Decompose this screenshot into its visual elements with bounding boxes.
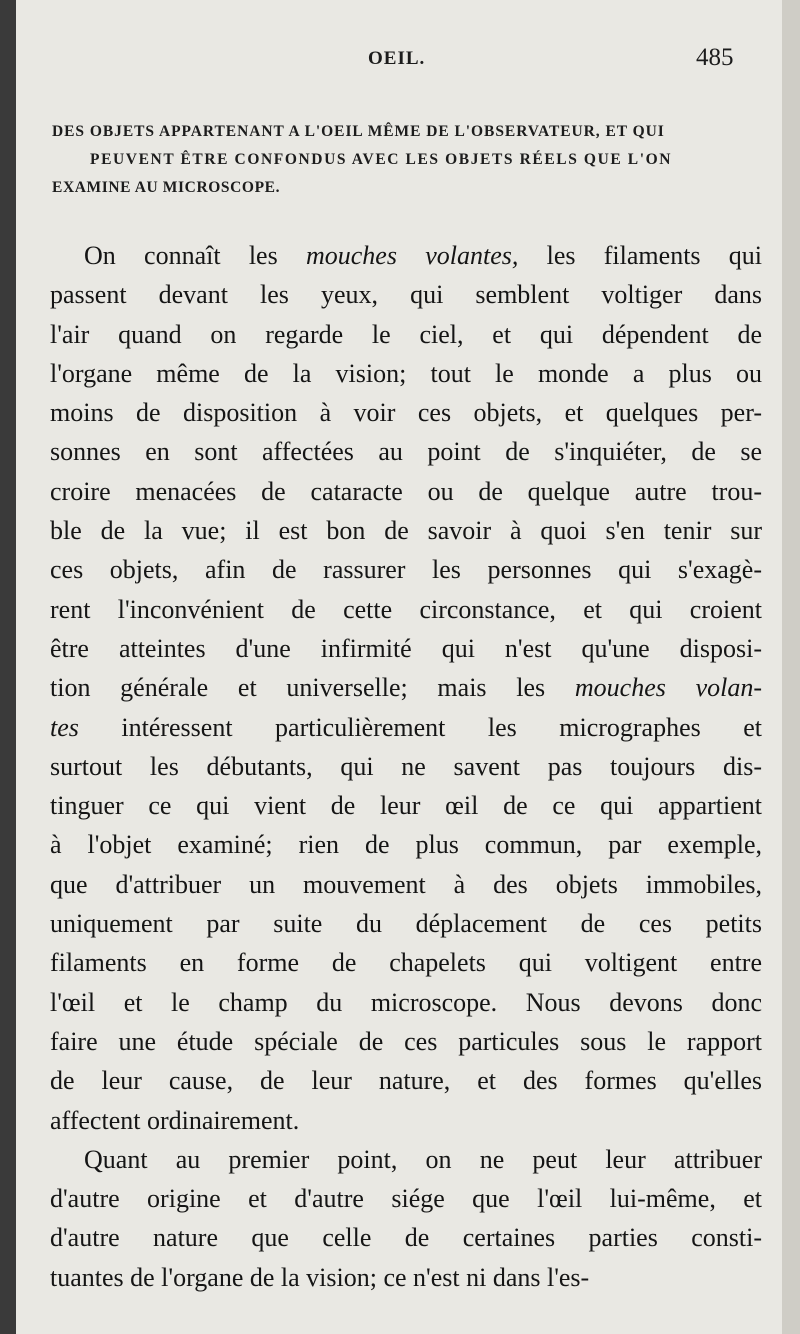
text-run: les filaments qui bbox=[518, 241, 763, 270]
text-line: ces objets, afin de rassurer les personnes qui s'exagè- bbox=[50, 555, 762, 585]
text-line bbox=[50, 236, 762, 275]
running-head bbox=[16, 44, 782, 78]
text-line: filaments en forme de chapelets qui voltigent entre bbox=[50, 948, 762, 978]
text-line: à l'objet examiné; rien de plus commun, par exemple, bbox=[50, 830, 762, 860]
text-line bbox=[50, 708, 762, 747]
text-line: l'organe même de la vision; tout le monde a plus ou bbox=[50, 358, 762, 388]
text-line: rent l'inconvénient de cette circonstance, et qui croient bbox=[50, 594, 762, 624]
text-line: être atteintes d'une infirmité qui n'est qu'une disposi- bbox=[50, 633, 762, 663]
text-line: sonnes en sont affectées au point de s'inquiéter, de se bbox=[50, 437, 762, 467]
italic-text-run: mouches volan- bbox=[574, 673, 762, 703]
text-line: uniquement par suite du déplacement de ces petits bbox=[50, 909, 762, 939]
text-line: de leur cause, de leur nature, et des formes qu'elles bbox=[50, 1066, 762, 1096]
text-line: croire menacées de cataracte ou de quelque autre trou- bbox=[50, 476, 762, 506]
running-head-title: OEIL. bbox=[368, 48, 426, 69]
section-heading-line: EXAMINE AU MICROSCOPE. bbox=[52, 179, 281, 196]
text-line: ble de la vue; il est bon de savoir à quoi s'en tenir sur bbox=[50, 516, 762, 546]
text-line: que d'attribuer un mouvement à des objets immobiles, bbox=[50, 869, 762, 899]
italic-text-run: tes bbox=[50, 712, 79, 742]
text-line: d'autre origine et d'autre siége que l'œil lui-même, et bbox=[50, 1184, 762, 1214]
text-line: passent devant les yeux, qui semblent voltiger dans bbox=[50, 280, 762, 310]
text-line: d'autre nature que celle de certaines parties consti- bbox=[50, 1223, 762, 1253]
text-line: tinguer ce qui vient de leur œil de ce qui appartient bbox=[50, 791, 762, 821]
section-heading bbox=[52, 118, 762, 202]
text-line: moins de disposition à voir ces objets, et quelques per- bbox=[50, 398, 762, 428]
paragraph-2 bbox=[50, 1140, 762, 1297]
text-line bbox=[50, 668, 762, 707]
text-run: intéressent particulièrement les micrographes et bbox=[78, 712, 762, 742]
italic-text-run: mouches volantes, bbox=[305, 241, 519, 270]
text-line: surtout les débutants, qui ne savent pas toujours dis- bbox=[50, 751, 762, 781]
section-heading-line: PEUVENT ÊTRE CONFONDUS AVEC LES OBJETS RÉELS QUE L'ON bbox=[90, 151, 673, 168]
section-heading-line: DES OBJETS APPARTENANT A L'OEIL MÊME DE L'OBSERVATEUR, ET QUI bbox=[52, 123, 665, 140]
text-run: tion générale et universelle; mais les bbox=[50, 673, 575, 703]
book-page bbox=[16, 0, 782, 1334]
body-text bbox=[50, 236, 762, 1297]
text-line: faire une étude spéciale de ces particules sous le rapport bbox=[50, 1026, 762, 1056]
page-left-edge bbox=[0, 0, 16, 1334]
page-right-edge bbox=[782, 0, 800, 1334]
paragraph-1 bbox=[50, 236, 762, 1140]
text-run: On connaît les bbox=[84, 241, 306, 270]
text-line: Quant au premier point, on ne peut leur attribuer bbox=[84, 1144, 762, 1174]
text-line: tuantes de l'organe de la vision; ce n'est ni dans l'es- bbox=[50, 1262, 590, 1292]
text-line: affectent ordinairement. bbox=[50, 1105, 300, 1135]
page-number: 485 bbox=[696, 44, 734, 71]
text-line: l'œil et le champ du microscope. Nous devons donc bbox=[50, 987, 762, 1017]
text-line: l'air quand on regarde le ciel, et qui dépendent de bbox=[50, 319, 762, 349]
